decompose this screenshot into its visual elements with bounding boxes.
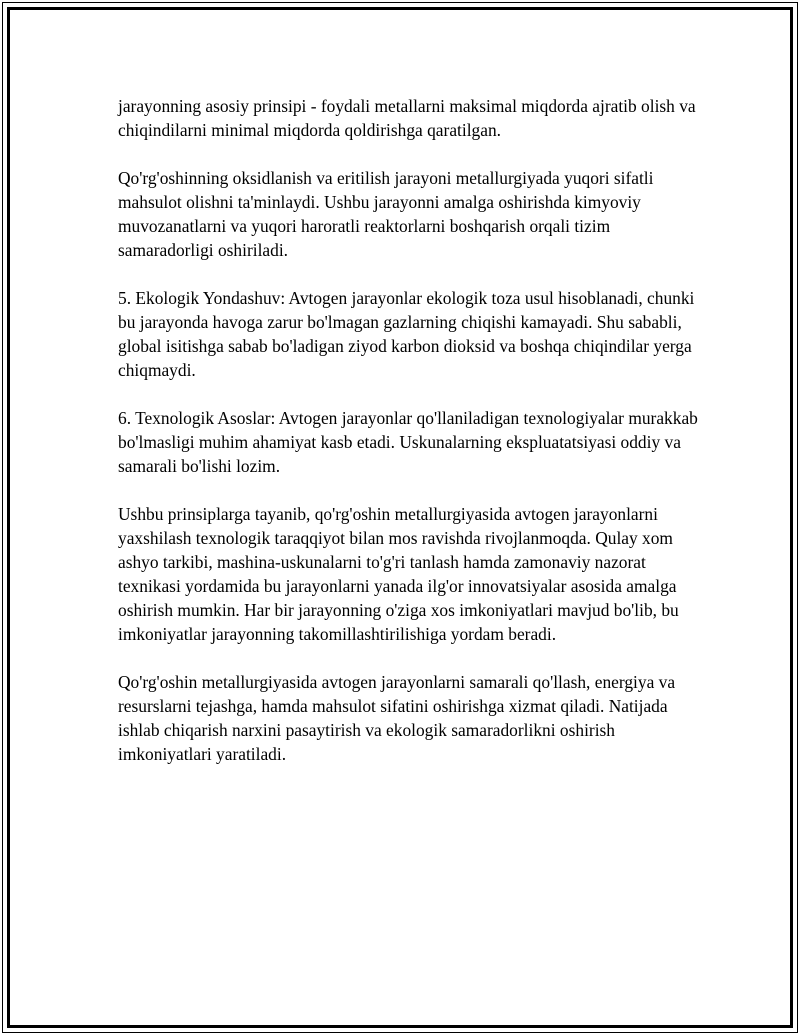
paragraph-oxidation-smelting: Qo'rg'oshinning oksidlanish va eritilish jarayoni metallurgiyada yuqori sifatli mahsulot olishni ta'minlaydi. Ushbu jarayonni amalga oshirishda kimyoviy muvozanatlarni va yuqori haroratli reaktorlarni boshqarish orqali tizim samaradorligi oshiriladi. <box>118 168 654 260</box>
paragraph-principles-development: Ushbu prinsiplarga tayanib, qo'rg'oshin metallurgiyasida avtogen jarayonlarni yaxshilash texnologik taraqqiyot bilan mos ravishda rivojlanmoqda. Qulay xom ashyo tarkibi, mashina-uskunalarni to'g'ri tanlash hamda zamonaviy nazorat texnikasi yordamida bu jarayonlarni yanada ilg'or innovatsiyalar asosida amalga oshirish mumkin. Har bir jarayonning o'ziga xos imkoniyatlari mavjud bo'lib, bu imkoniyatlar jarayonning takomillashtirilishiga yordam beradi. <box>118 504 679 644</box>
paragraph-technological-foundations: 6. Texnologik Asoslar: Avtogen jarayonlar qo'llaniladigan texnologiyalar murakkab bo'lmasligi muhim ahamiyat kasb etadi. Uskunalarning ekspluatatsiyasi oddiy va samarali bo'lishi lozim. <box>118 408 698 476</box>
paragraph-ecological-approach: 5. Ekologik Yondashuv: Avtogen jarayonlar ekologik toza usul hisoblanadi, chunki bu jarayonda havoga zarur bo'lmagan gazlarning chiqishi kamayadi. Shu sababli, global isitishga sabab bo'ladigan ziyod karbon dioksid va boshqa chiqindilar yerga chiqmaydi. <box>118 288 695 380</box>
paragraph-process-principle: jarayonning asosiy prinsipi - foydali metallarni maksimal miqdorda ajratib olish va chiqindilarni minimal miqdorda qoldirishga qaratilgan. <box>118 96 696 140</box>
paragraph-conclusion: Qo'rg'oshin metallurgiyasida avtogen jarayonlarni samarali qo'llash, energiya va resurslarni tejashga, hamda mahsulot sifatini oshirishga xizmat qiladi. Natijada ishlab chiqarish narxini pasaytirish va ekologik samaradorlikni oshirish imkoniyatlari yaratiladi. <box>118 672 676 764</box>
document-body <box>118 94 698 790</box>
